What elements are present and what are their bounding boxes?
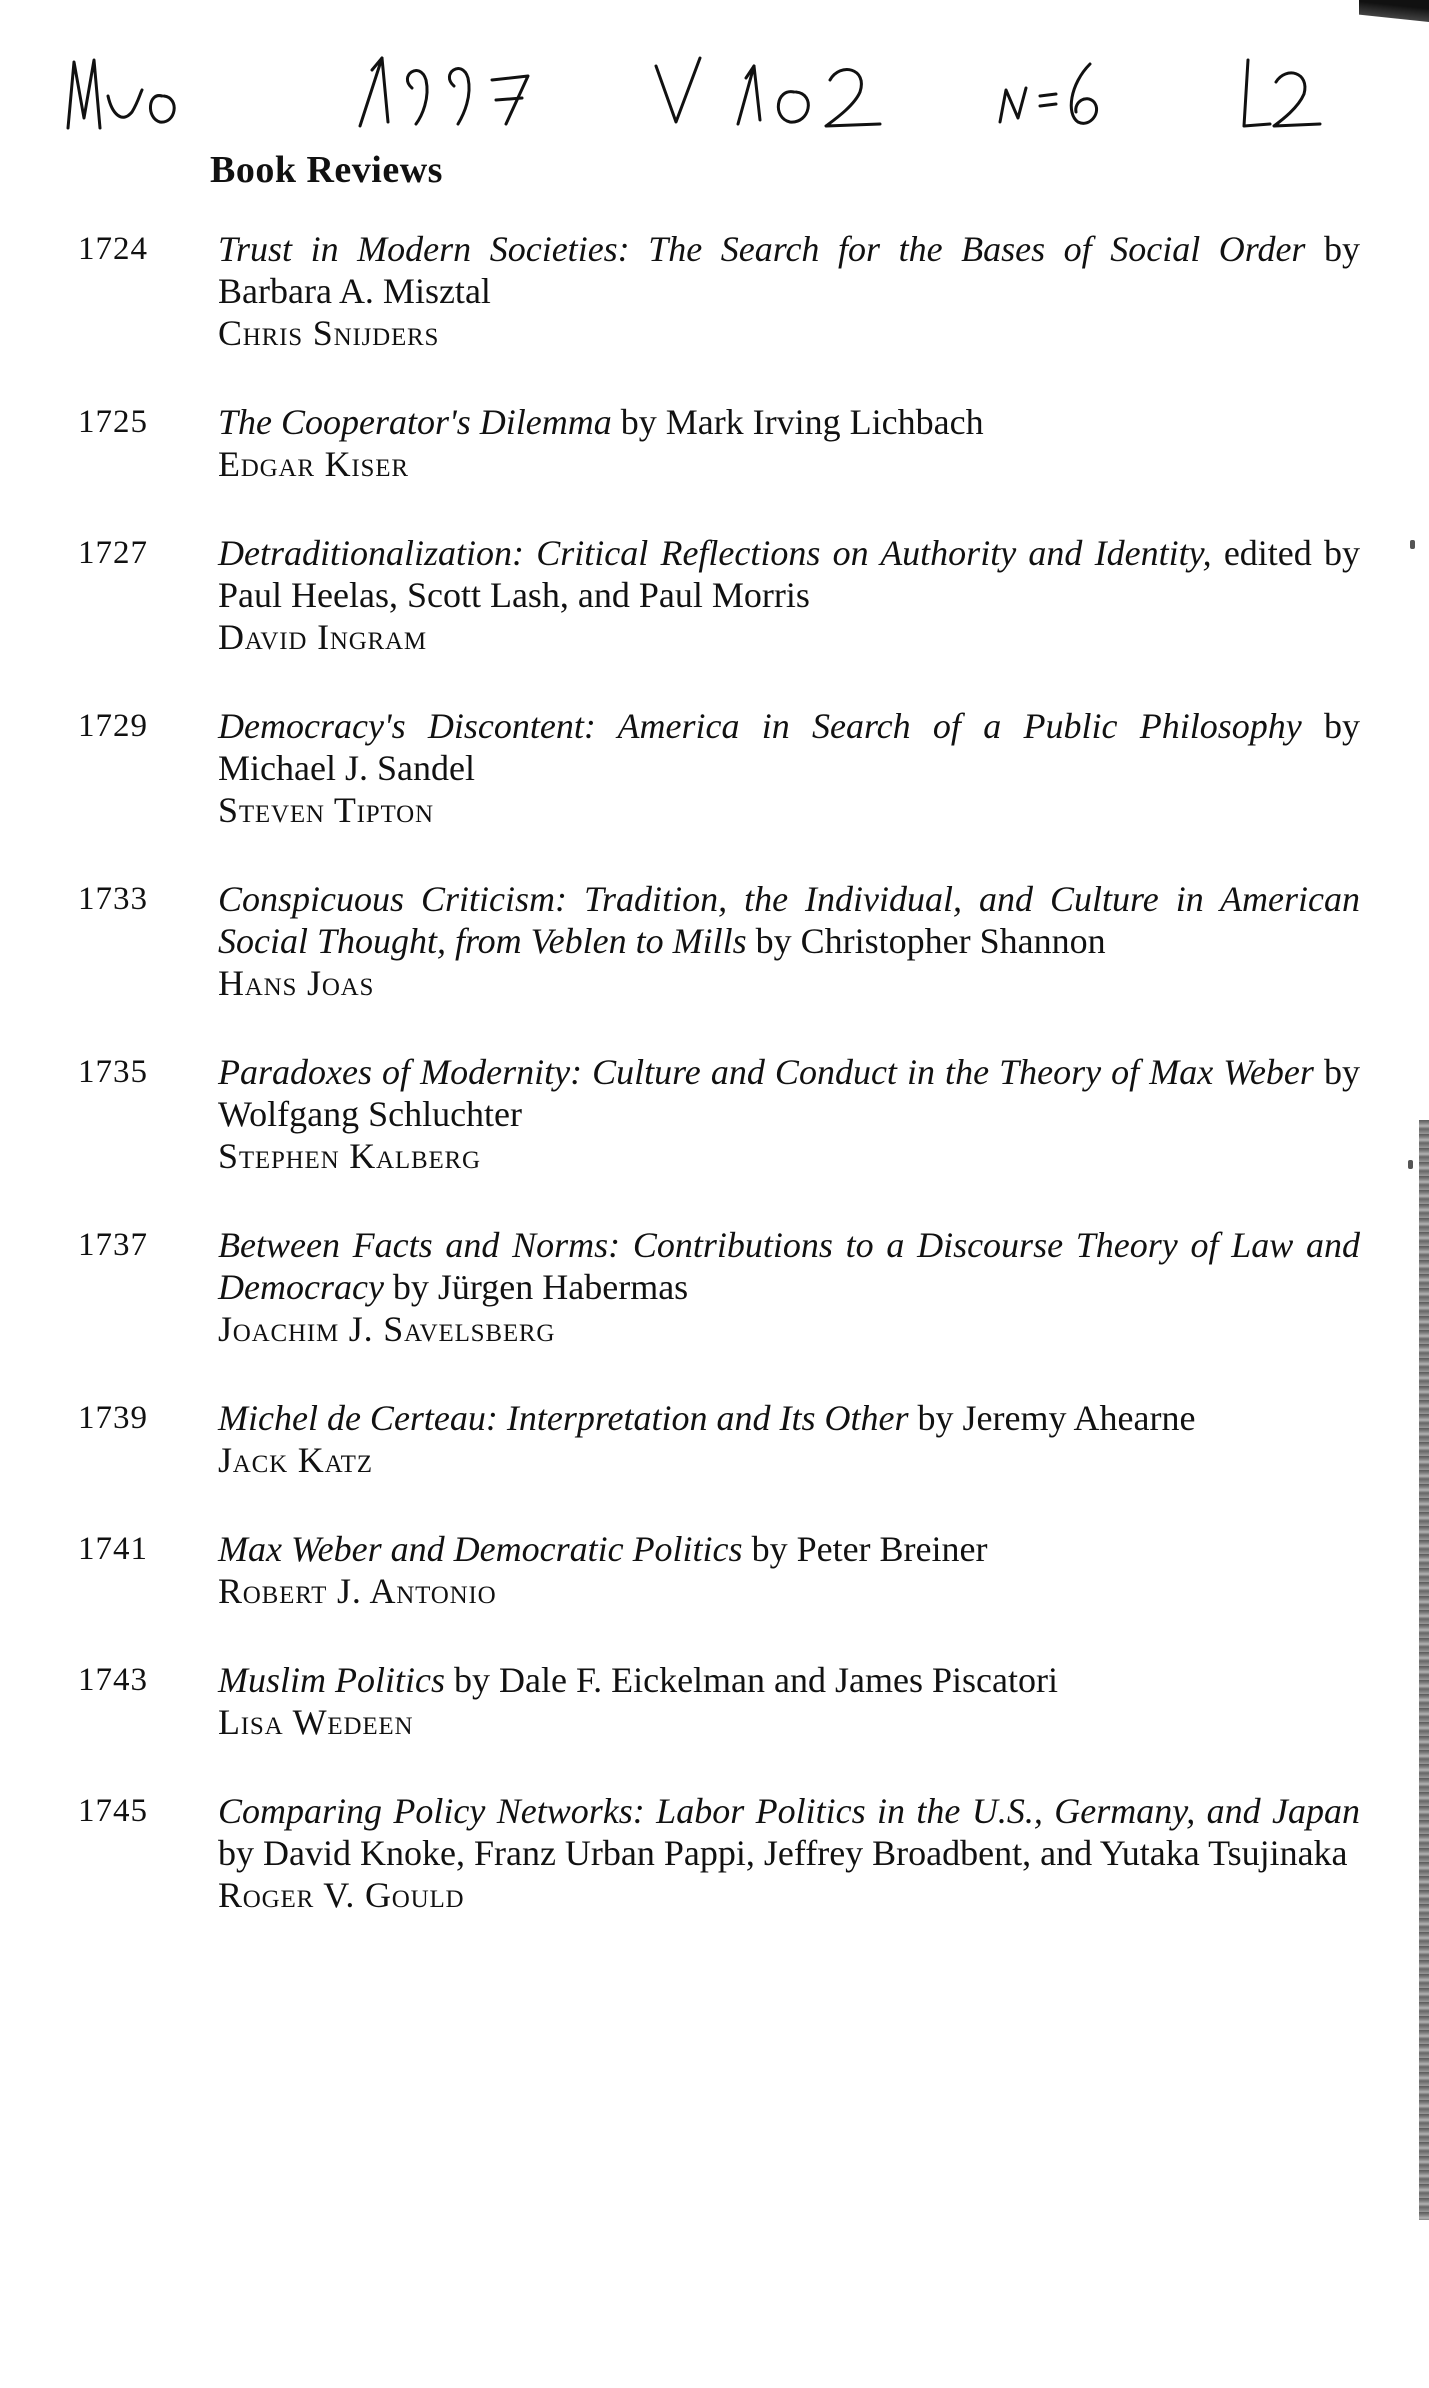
review-details	[218, 228, 1360, 354]
review-page-number: 1739	[78, 1400, 148, 1436]
handwritten-annotation	[60, 40, 1340, 150]
book-title: Detraditionalization: Critical Reflections on Authority and Identity,	[218, 533, 1212, 573]
handwritten-annotation-drawing	[60, 40, 1340, 150]
review-details	[218, 1397, 1360, 1481]
book-title: Trust in Modern Societies: The Search for the Bases of Social Order	[218, 229, 1306, 269]
reviewer-name: Steven Tipton	[218, 790, 434, 830]
book-citation	[218, 532, 1360, 616]
book-byline: by Wolfgang Schluchter	[218, 1052, 1361, 1134]
review-details	[218, 1224, 1360, 1350]
book-title: Democracy's Discontent: America in Search of a Public Philosophy	[218, 706, 1302, 746]
review-page-number: 1727	[78, 535, 148, 571]
scan-edge-shadow-top	[1359, 0, 1429, 22]
book-byline: by Jürgen Habermas	[392, 1267, 689, 1307]
review-page-number: 1735	[78, 1054, 148, 1090]
book-byline: by Peter Breiner	[751, 1529, 988, 1569]
book-title: Muslim Politics	[218, 1660, 445, 1700]
scan-edge-shadow-right	[1419, 1120, 1429, 2220]
book-citation	[218, 401, 1360, 443]
review-entry	[60, 878, 1360, 1004]
review-details	[218, 1528, 1360, 1612]
reviewer-name: Chris Snijders	[218, 313, 440, 353]
book-citation	[218, 1528, 1360, 1570]
reviewer-name: Edgar Kiser	[218, 444, 409, 484]
review-details	[218, 1659, 1360, 1743]
review-details	[218, 878, 1360, 1004]
review-entry	[60, 532, 1360, 658]
book-title: The Cooperator's Dilemma	[218, 402, 612, 442]
book-citation	[218, 878, 1360, 962]
reviewer-name: David Ingram	[218, 617, 427, 657]
review-entry	[60, 1790, 1360, 1916]
book-byline: by Mark Irving Lichbach	[620, 402, 984, 442]
review-details	[218, 1790, 1360, 1916]
book-citation	[218, 1397, 1360, 1439]
review-details	[218, 532, 1360, 658]
book-byline: by Jeremy Ahearne	[917, 1398, 1196, 1438]
book-byline: by David Knoke, Franz Urban Pappi, Jeffrey Broadbent, and Yutaka Tsujinaka	[218, 1833, 1348, 1873]
book-citation	[218, 1659, 1360, 1701]
book-title: Paradoxes of Modernity: Culture and Conduct in the Theory of Max Weber	[218, 1052, 1314, 1092]
book-title: Comparing Policy Networks: Labor Politics in the U.S., Germany, and Japan	[218, 1791, 1360, 1831]
review-page-number: 1743	[78, 1662, 148, 1698]
book-citation	[218, 1224, 1360, 1308]
book-citation	[218, 705, 1360, 789]
book-byline: by Dale F. Eickelman and James Piscatori	[454, 1660, 1058, 1700]
review-details	[218, 401, 1360, 485]
review-entry	[60, 1051, 1360, 1177]
review-page-number: 1725	[78, 404, 148, 440]
review-page-number: 1724	[78, 231, 148, 267]
review-entry	[60, 1659, 1360, 1743]
review-page-number: 1745	[78, 1793, 148, 1829]
review-entry	[60, 228, 1360, 354]
scan-speck	[1408, 1160, 1413, 1169]
book-citation	[218, 228, 1360, 312]
review-entry	[60, 1224, 1360, 1350]
review-page-number: 1737	[78, 1227, 148, 1263]
book-byline: by Michael J. Sandel	[218, 706, 1361, 788]
reviewer-name: Stephen Kalberg	[218, 1136, 481, 1176]
reviewer-name: Roger V. Gould	[218, 1875, 465, 1915]
review-list	[60, 228, 1360, 1963]
reviewer-name: Hans Joas	[218, 963, 375, 1003]
book-title: Michel de Certeau: Interpretation and Its Other	[218, 1398, 909, 1438]
review-entry	[60, 1528, 1360, 1612]
review-page-number: 1741	[78, 1531, 148, 1567]
review-details	[218, 1051, 1360, 1177]
book-title: Conspicuous Criticism: Tradition, the Individual, and Culture in American Social Thought, from Veblen to Mills	[218, 879, 1360, 961]
review-page-number: 1733	[78, 881, 148, 917]
book-byline: by Barbara A. Misztal	[218, 229, 1361, 311]
section-heading: Book Reviews	[210, 149, 443, 191]
book-byline: by Christopher Shannon	[755, 921, 1106, 961]
scan-speck	[1410, 540, 1415, 549]
reviewer-name: Robert J. Antonio	[218, 1571, 497, 1611]
book-byline: edited by Paul Heelas, Scott Lash, and Paul Morris	[218, 533, 1361, 615]
review-details	[218, 705, 1360, 831]
book-citation	[218, 1051, 1360, 1135]
book-citation	[218, 1790, 1360, 1874]
reviewer-name: Joachim J. Savelsberg	[218, 1309, 556, 1349]
book-title: Between Facts and Norms: Contributions to a Discourse Theory of Law and Democracy	[218, 1225, 1360, 1307]
review-entry	[60, 705, 1360, 831]
reviewer-name: Jack Katz	[218, 1440, 373, 1480]
review-entry	[60, 401, 1360, 485]
review-page-number: 1729	[78, 708, 148, 744]
book-title: Max Weber and Democratic Politics	[218, 1529, 743, 1569]
reviewer-name: Lisa Wedeen	[218, 1702, 414, 1742]
review-entry	[60, 1397, 1360, 1481]
